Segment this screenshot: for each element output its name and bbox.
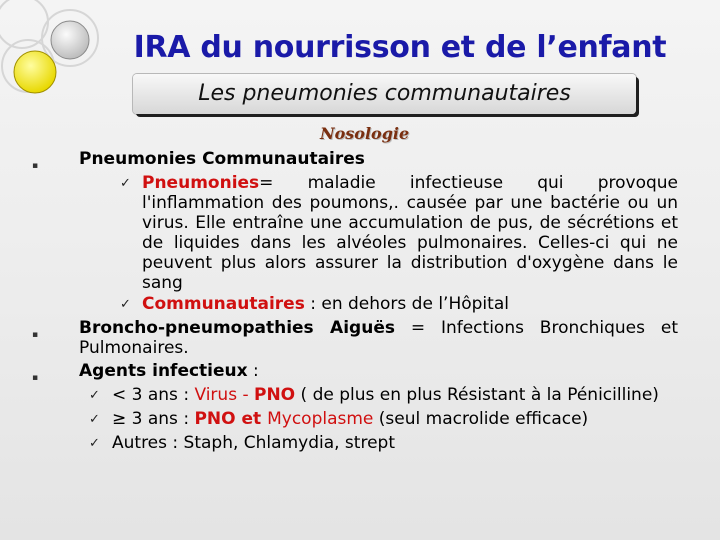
check-icon: ✓ <box>89 388 100 403</box>
pneumonies-definition-line2: l'inflammation des poumons,. causée par une bactérie ou un <box>142 193 678 213</box>
bullet-icon: ▪ <box>32 161 39 171</box>
agents-colon: : <box>247 361 259 381</box>
check-icon: ✓ <box>120 297 131 312</box>
broncho-def: = Infections Bronchiques et <box>394 318 678 338</box>
agents-term: Agents infectieux <box>79 361 248 381</box>
agents-under-3 <box>112 385 659 405</box>
age1-pno: PNO <box>254 385 296 405</box>
pneumonies-definition-line4: de liquides dans les alvéoles pulmonaires. Celles-ci qui ne <box>142 233 678 253</box>
communautaires-definition <box>142 294 509 314</box>
pneumonies-definition-line6: sang <box>142 273 183 293</box>
check-icon: ✓ <box>120 176 131 191</box>
age1-virus: Virus - <box>194 385 254 405</box>
bullet-icon: ▪ <box>32 330 39 340</box>
age2-myco: Mycoplasme <box>267 409 374 429</box>
logo-circles-icon <box>0 0 100 110</box>
age2-pno: PNO et <box>194 409 268 429</box>
pneumonies-def-1: = maladie infectieuse qui provoque <box>259 173 678 193</box>
pneumonies-heading: Pneumonies Communautaires <box>79 149 365 169</box>
pneumonies-definition-line5: peuvent plus alors assurer la distribution d'oxygène dans le <box>142 253 678 273</box>
check-icon: ✓ <box>89 436 100 451</box>
age2-rest: (seul macrolide efficace) <box>373 409 589 429</box>
communautaires-term: Communautaires <box>142 294 305 314</box>
communautaires-def: : en dehors de l’Hôpital <box>304 294 509 314</box>
broncho-line1 <box>79 318 678 338</box>
page-title: IRA du nourrisson et de l’enfant <box>133 30 667 65</box>
age2-prefix: ≥ 3 ans : <box>112 409 195 429</box>
age1-rest: ( de plus en plus Résistant à la Pénicilline) <box>295 385 659 405</box>
agents-others: Autres : Staph, Chlamydia, strept <box>112 433 395 453</box>
age1-prefix: < 3 ans : <box>112 385 195 405</box>
pneumonies-term: Pneumonies <box>142 173 260 193</box>
section-banner: Les pneumonies communautaires <box>133 74 636 114</box>
agents-heading <box>79 361 259 381</box>
subheading: Nosologie <box>320 124 410 143</box>
broncho-line2: Pulmonaires. <box>79 338 189 358</box>
agents-over-3 <box>112 409 588 429</box>
pneumonies-definition-line3: virus. Elle entraîne une accumulation de pus, de sécrétions et <box>142 213 678 233</box>
pneumonies-definition-line1 <box>142 173 678 193</box>
check-icon: ✓ <box>89 412 100 427</box>
bullet-icon: ▪ <box>32 373 39 383</box>
broncho-term: Broncho-pneumopathies Aiguës <box>79 318 395 338</box>
